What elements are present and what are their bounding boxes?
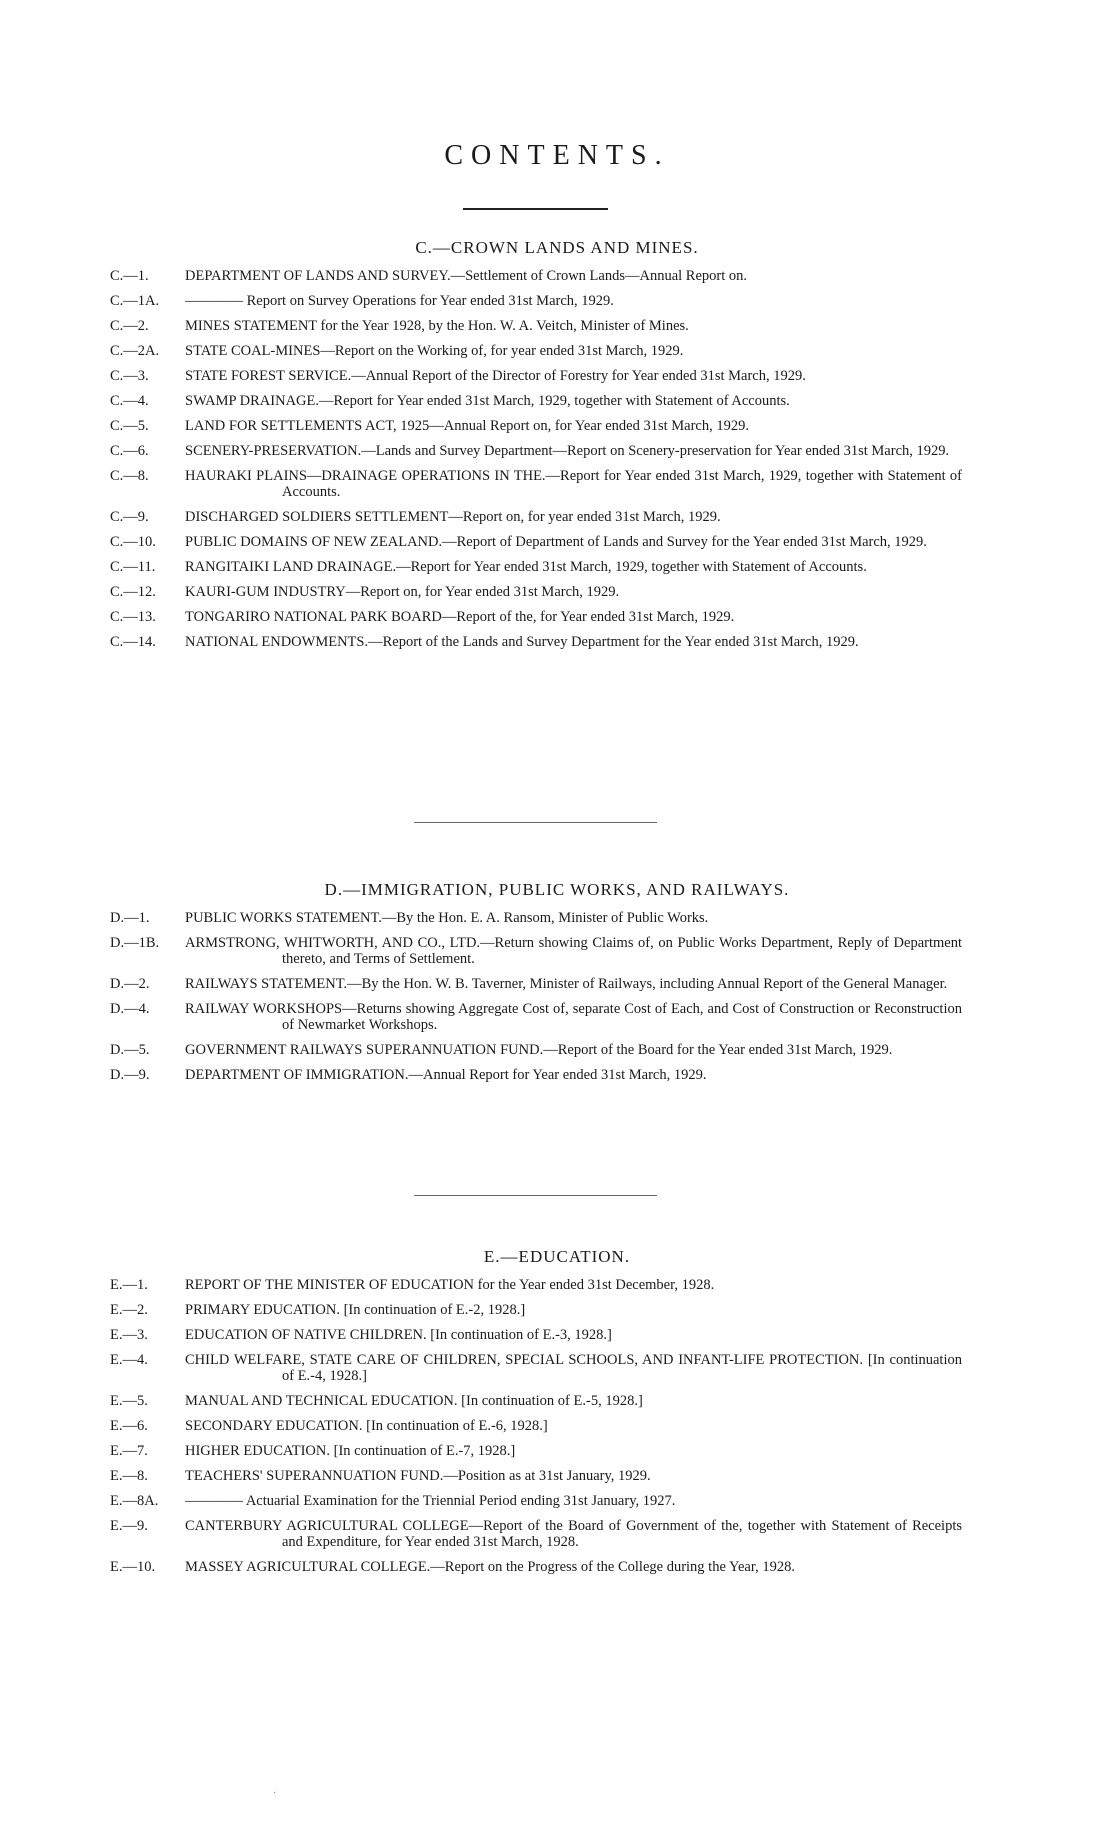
list-item — [0, 559, 1114, 575]
entry-code: C.—3. — [110, 368, 149, 384]
list-item — [0, 534, 1114, 550]
list-item — [0, 910, 1114, 926]
entry-text: REPORT OF THE MINISTER OF EDUCATION for the Year ended 31st December, 1928. — [185, 1277, 715, 1293]
entry-code: C.—4. — [110, 393, 149, 409]
section-heading: D.—IMMIGRATION, PUBLIC WORKS, AND RAILWAYS. — [324, 880, 790, 899]
entry-text: ———— Actuarial Examination for the Triennial Period ending 31st January, 1927. — [185, 1493, 676, 1509]
entry-code: C.—9. — [110, 509, 149, 525]
entry-code: E.—6. — [110, 1418, 148, 1434]
entry-text: KAURI-GUM INDUSTRY—Report on, for Year ended 31st March, 1929. — [185, 584, 620, 600]
entry-code: D.—1. — [110, 910, 150, 926]
section-c — [0, 238, 1114, 659]
entry-code: E.—4. — [110, 1352, 148, 1368]
list-item — [0, 1393, 1114, 1409]
entry-code: C.—11. — [110, 559, 156, 575]
list-item — [0, 368, 1114, 384]
entry-code: D.—9. — [110, 1067, 150, 1083]
section-divider — [414, 1195, 657, 1196]
entry-code: E.—7. — [110, 1443, 148, 1459]
entry-text: SCENERY-PRESERVATION.—Lands and Survey Department—Report on Scenery-preservation for Year ended 31st March, 1929. — [185, 443, 950, 459]
entry-text: GOVERNMENT RAILWAYS SUPERANNUATION FUND.—Report of the Board for the Year ended 31st March, 1929. — [185, 1042, 893, 1058]
entry-code: C.—10. — [110, 534, 156, 550]
list-item — [0, 1443, 1114, 1459]
entry-text: ARMSTRONG, WHITWORTH, AND CO., LTD.—Return showing Claims of, on Public Works Department, Reply of Department thereto, and Terms of Settlement. — [185, 935, 962, 967]
list-item — [0, 1468, 1114, 1484]
entry-text: NATIONAL ENDOWMENTS.—Report of the Lands and Survey Department for the Year ended 31st March, 1929. — [185, 634, 859, 650]
entry-code: D.—5. — [110, 1042, 150, 1058]
entry-text: MANUAL AND TECHNICAL EDUCATION. [In continuation of E.-5, 1928.] — [185, 1393, 643, 1409]
list-item — [0, 318, 1114, 334]
list-item — [0, 976, 1114, 992]
list-item — [0, 1352, 1114, 1384]
entry-text: PUBLIC WORKS STATEMENT.—By the Hon. E. A. Ransom, Minister of Public Works. — [185, 910, 709, 926]
list-item — [0, 509, 1114, 525]
entry-text: ———— Report on Survey Operations for Year ended 31st March, 1929. — [185, 293, 614, 309]
list-item — [0, 1302, 1114, 1318]
entry-code: E.—10. — [110, 1559, 156, 1575]
entry-code: C.—6. — [110, 443, 149, 459]
title-rule — [463, 208, 608, 210]
entry-text: LAND FOR SETTLEMENTS ACT, 1925—Annual Report on, for Year ended 31st March, 1929. — [185, 418, 749, 434]
entry-code: E.—8A. — [110, 1493, 159, 1509]
list-item — [0, 268, 1114, 284]
entry-code: E.—9. — [110, 1518, 148, 1534]
list-item — [0, 1493, 1114, 1509]
entry-text: CHILD WELFARE, STATE CARE OF CHILDREN, SPECIAL SCHOOLS, AND INFANT-LIFE PROTECTION. [In continuation of E.-4, 1928.] — [185, 1352, 962, 1384]
list-item — [0, 468, 1114, 500]
entry-text: EDUCATION OF NATIVE CHILDREN. [In continuation of E.-3, 1928.] — [185, 1327, 612, 1343]
entry-text: RANGITAIKI LAND DRAINAGE.—Report for Year ended 31st March, 1929, together with Statement of Accounts. — [185, 559, 867, 575]
section-e — [0, 1247, 1114, 1584]
entry-code: C.—2. — [110, 318, 149, 334]
list-item — [0, 935, 1114, 967]
entry-text: RAILWAY WORKSHOPS—Returns showing Aggregate Cost of, separate Cost of Each, and Cost of Construction or Reconstruction of Newmarket Workshops. — [185, 1001, 962, 1033]
entry-text: DEPARTMENT OF LANDS AND SURVEY.—Settlement of Crown Lands—Annual Report on. — [185, 268, 747, 284]
list-item — [0, 443, 1114, 459]
entry-text: DEPARTMENT OF IMMIGRATION.—Annual Report for Year ended 31st March, 1929. — [185, 1067, 707, 1083]
entry-code: C.—2A. — [110, 343, 160, 359]
list-item — [0, 1418, 1114, 1434]
list-item — [0, 343, 1114, 359]
entry-code: C.—14. — [110, 634, 156, 650]
entry-list — [0, 910, 1114, 1083]
section-heading: C.—CROWN LANDS AND MINES. — [415, 238, 699, 257]
entry-code: E.—1. — [110, 1277, 148, 1293]
entry-code: E.—2. — [110, 1302, 148, 1318]
entry-code: C.—12. — [110, 584, 156, 600]
entry-list — [0, 1277, 1114, 1575]
entry-code: C.—8. — [110, 468, 149, 484]
entry-text: PRIMARY EDUCATION. [In continuation of E.-2, 1928.] — [185, 1302, 526, 1318]
section-divider — [414, 822, 657, 823]
page-title: CONTENTS. — [444, 140, 670, 171]
entry-code: C.—5. — [110, 418, 149, 434]
entry-text: RAILWAYS STATEMENT.—By the Hon. W. B. Taverner, Minister of Railways, including Annual Report of the General Manager. — [185, 976, 948, 992]
list-item — [0, 1277, 1114, 1293]
list-item — [0, 584, 1114, 600]
entry-text: TONGARIRO NATIONAL PARK BOARD—Report of the, for Year ended 31st March, 1929. — [185, 609, 735, 625]
entry-list — [0, 268, 1114, 650]
entry-text: STATE FOREST SERVICE.—Annual Report of the Director of Forestry for Year ended 31st March, 1929. — [185, 368, 806, 384]
entry-code: E.—5. — [110, 1393, 148, 1409]
list-item — [0, 418, 1114, 434]
entry-text: SWAMP DRAINAGE.—Report for Year ended 31st March, 1929, together with Statement of Accounts. — [185, 393, 790, 409]
entry-code: E.—8. — [110, 1468, 148, 1484]
list-item — [0, 1042, 1114, 1058]
entry-text: PUBLIC DOMAINS OF NEW ZEALAND.—Report of Department of Lands and Survey for the Year ended 31st March, 1929. — [185, 534, 927, 550]
list-item — [0, 1327, 1114, 1343]
entry-text: SECONDARY EDUCATION. [In continuation of E.-6, 1928.] — [185, 1418, 548, 1434]
entry-text: TEACHERS' SUPERANNUATION FUND.—Position as at 31st January, 1929. — [185, 1468, 651, 1484]
entry-code: C.—1A. — [110, 293, 160, 309]
entry-text: DISCHARGED SOLDIERS SETTLEMENT—Report on, for year ended 31st March, 1929. — [185, 509, 721, 525]
entry-text: MINES STATEMENT for the Year 1928, by the Hon. W. A. Veitch, Minister of Mines. — [185, 318, 689, 334]
entry-text: STATE COAL-MINES—Report on the Working of, for year ended 31st March, 1929. — [185, 343, 684, 359]
list-item — [0, 1559, 1114, 1575]
entry-text: HIGHER EDUCATION. [In continuation of E.-7, 1928.] — [185, 1443, 516, 1459]
list-item — [0, 634, 1114, 650]
section-d — [0, 880, 1114, 1092]
list-item — [0, 1067, 1114, 1083]
entry-code: D.—2. — [110, 976, 150, 992]
section-heading: E.—EDUCATION. — [483, 1247, 631, 1266]
page-mark: · — [273, 1788, 277, 1799]
list-item — [0, 393, 1114, 409]
entry-text: MASSEY AGRICULTURAL COLLEGE.—Report on the Progress of the College during the Year, 1928. — [185, 1559, 795, 1575]
list-item — [0, 609, 1114, 625]
entry-text: CANTERBURY AGRICULTURAL COLLEGE—Report of the Board of Government of the, together with Statement of Receipts and Expenditure, for Year ended 31st March, 1928. — [185, 1518, 962, 1550]
list-item — [0, 1518, 1114, 1550]
entry-code: C.—13. — [110, 609, 156, 625]
entry-code: D.—4. — [110, 1001, 150, 1017]
list-item — [0, 293, 1114, 309]
entry-code: D.—1B. — [110, 935, 160, 951]
entry-text: HAURAKI PLAINS—DRAINAGE OPERATIONS IN THE.—Report for Year ended 31st March, 1929, together with Statement of Accounts. — [185, 468, 962, 500]
entry-code: E.—3. — [110, 1327, 148, 1343]
entry-code: C.—1. — [110, 268, 149, 284]
list-item — [0, 1001, 1114, 1033]
